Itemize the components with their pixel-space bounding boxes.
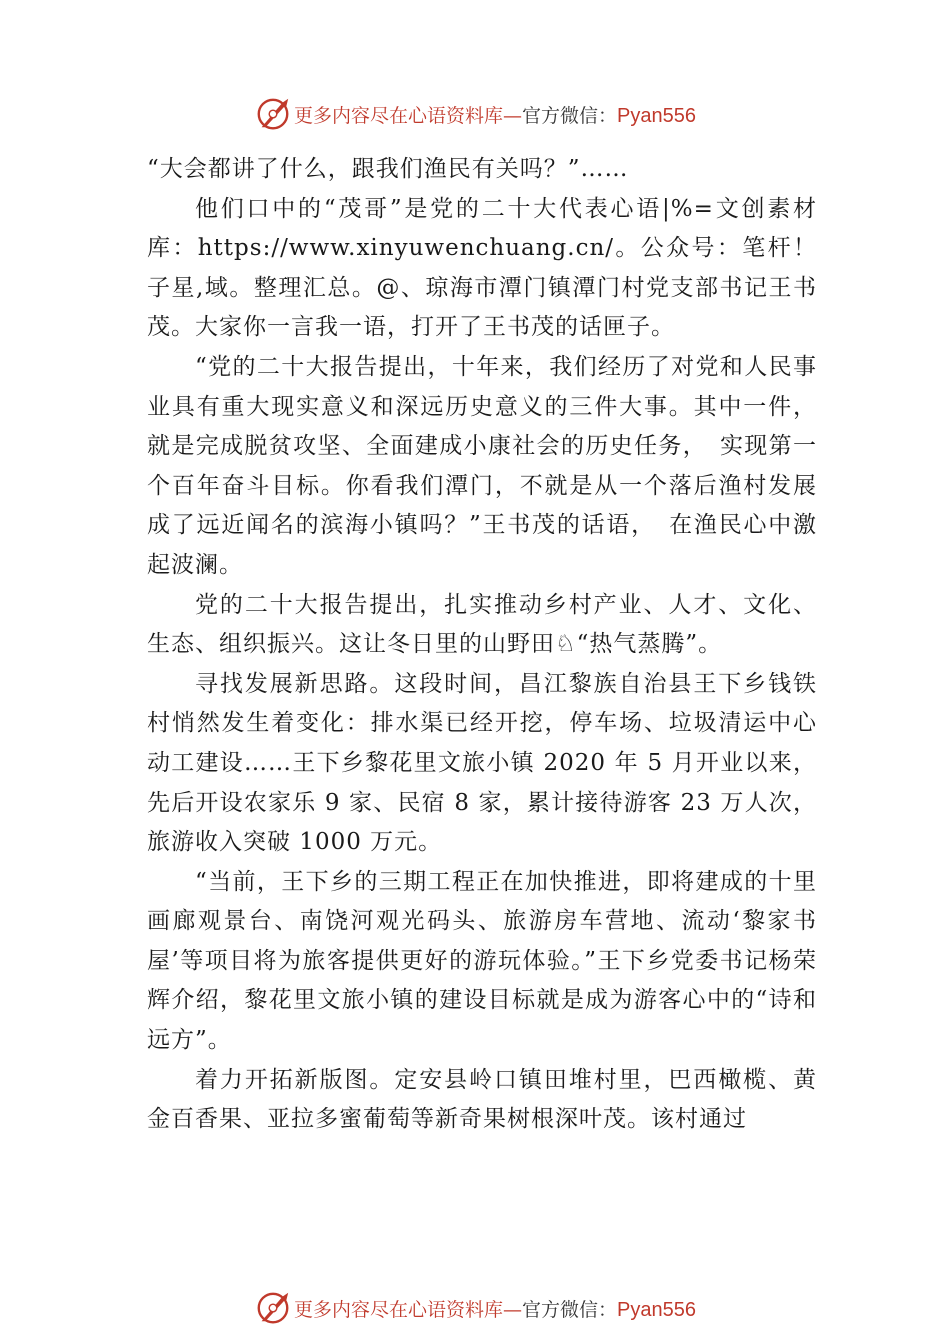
paragraph-4: 党的二十大报告提出，扎实推动乡村产业、人才、文化、生态、组织振兴。这让冬日里的山野田♘“热气蒸腾”。 xyxy=(147,591,817,658)
header-brand: 更多内容尽在心语资料库 xyxy=(294,104,504,127)
header-text xyxy=(294,101,696,128)
footer-brand: 更多内容尽在心语资料库 xyxy=(294,1298,504,1321)
paragraph-7: 着力开拓新版图。定安县岭口镇田堆村里，巴西橄榄、黄金百香果、亚拉多蜜葡萄等新奇果树根深叶茂。该村通过 xyxy=(147,1066,817,1133)
header-dash: — xyxy=(503,104,523,127)
footer-wechat-id: Pyan556 xyxy=(617,1298,696,1321)
header-wechat-id: Pyan556 xyxy=(617,104,696,127)
header-official: 官方微信： xyxy=(522,104,618,127)
paragraph-3: “党的二十大报告提出，十年来，我们经历了对党和人民事业具有重大现实意义和深远历史意义的三件大事。其中一件，就是完成脱贫攻坚、全面建成小康社会的历史任务， 实现第一个百年奋斗目标。你看我们潭门，不就是从一个落后渔村发展成了远近闻名的滨海小镇吗？”王书茂的话语， 在渔民心中激起波澜。 xyxy=(147,353,817,578)
quill-pen-logo-icon xyxy=(254,1289,292,1327)
header-banner xyxy=(0,94,950,134)
paragraph-6: “当前，王下乡的三期工程正在加快推进，即将建成的十里画廊观景台、南饶河观光码头、旅游房车营地、流动‘黎家书屋’等项目将为旅客提供更好的游玩体验。”王下乡党委书记杨荣辉介绍，黎花里文旅小镇的建设目标就是成为游客心中的“诗和远方”。 xyxy=(147,868,817,1054)
document-body xyxy=(147,150,817,1140)
paragraph-5: 寻找发展新思路。这段时间，昌江黎族自治县王下乡钱铁村悄然发生着变化：排水渠已经开挖，停车场、垃圾清运中心动工建设……王下乡黎花里文旅小镇 2020 年 5 月开业以来，先后开设农家乐 9 家、民宿 8 家，累计接待游客 23 万人次，旅游收入突破 1000 万元。 xyxy=(147,670,817,856)
paragraph-1: “大会都讲了什么，跟我们渔民有关吗？”…… xyxy=(147,156,629,182)
quill-pen-logo-icon xyxy=(254,95,292,133)
footer-official: 官方微信： xyxy=(522,1298,618,1321)
footer-dash: — xyxy=(503,1298,523,1321)
footer-banner xyxy=(0,1288,950,1328)
footer-text xyxy=(294,1295,696,1322)
paragraph-2: 他们口中的“茂哥”是党的二十大代表心语|%=文创素材库：https://www.xinyuwenchuang.cn/。公众号：笔杆！子星,域。整理汇总。@、琼海市潭门镇潭门村党支部书记王书茂。大家你一言我一语，打开了王书茂的话匣子。 xyxy=(147,195,817,341)
